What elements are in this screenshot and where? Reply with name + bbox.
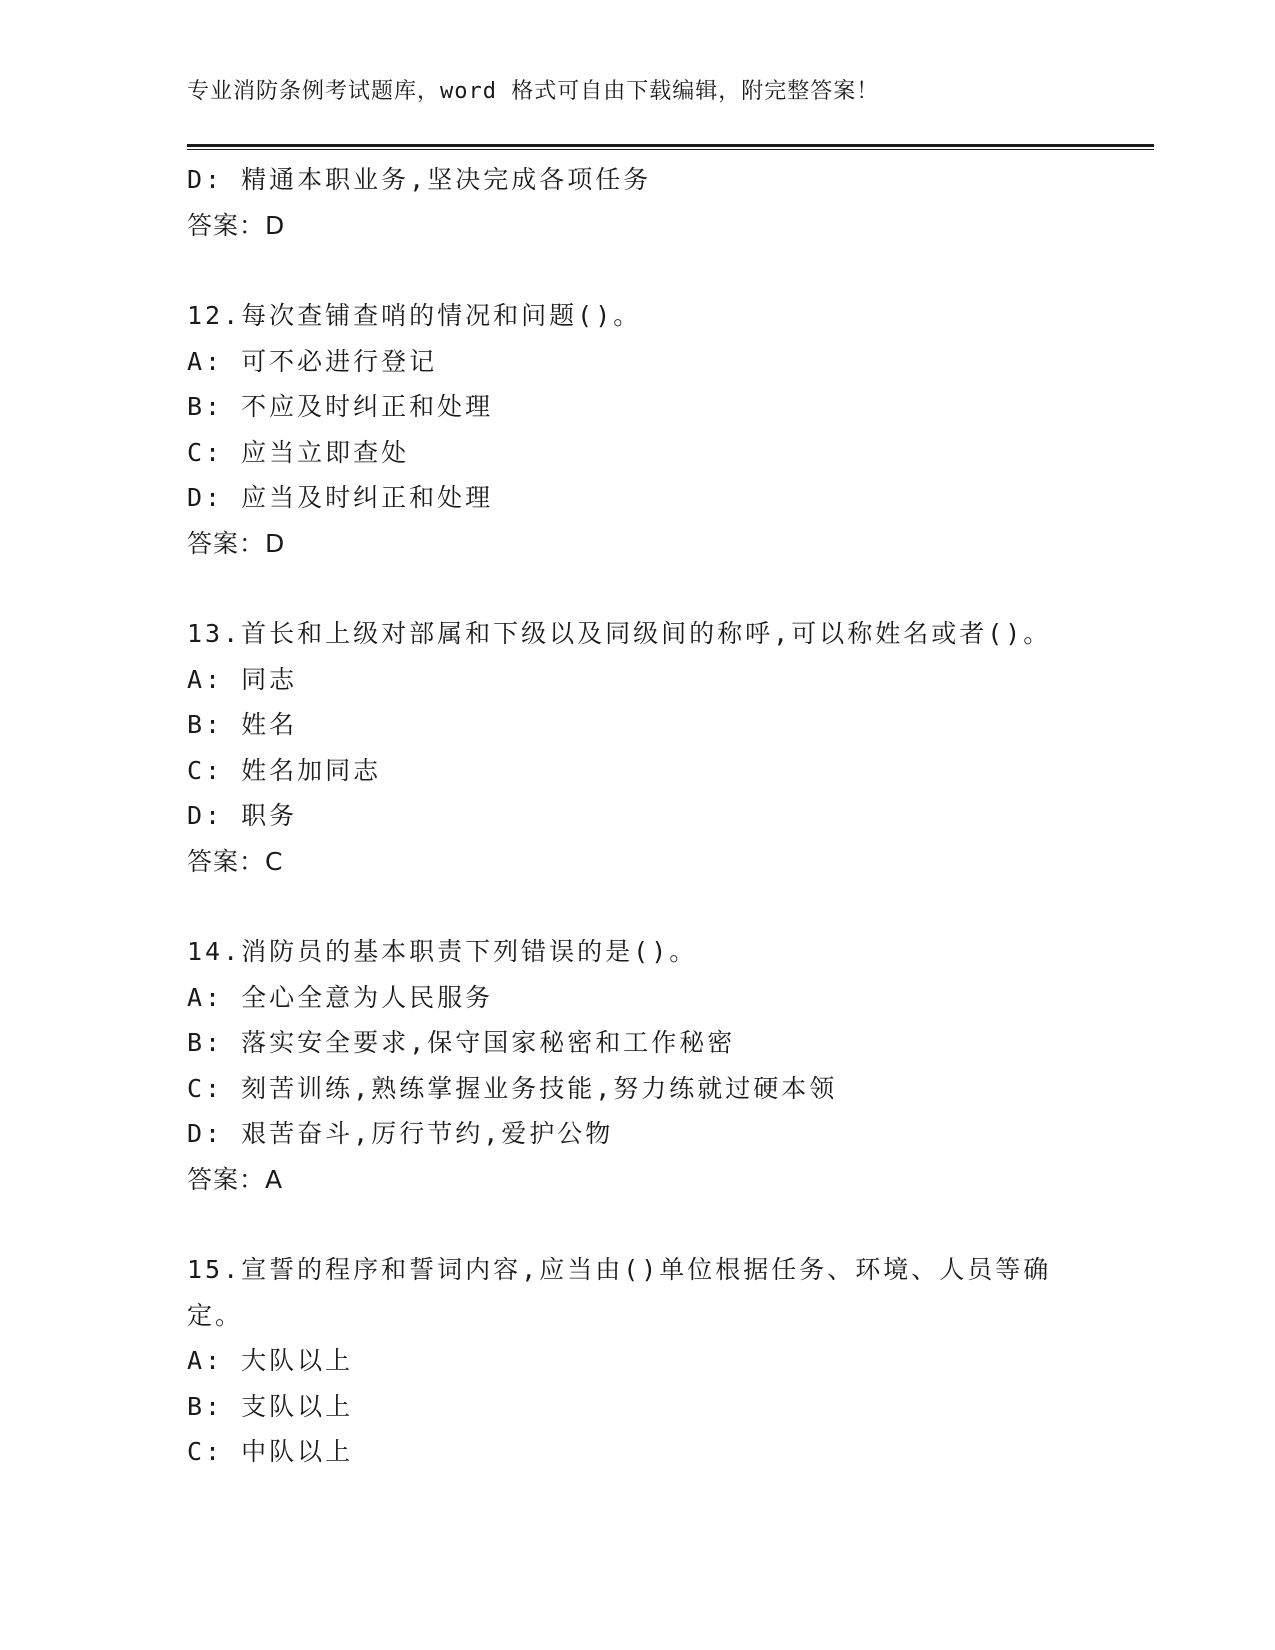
option-a: A: 同志: [187, 664, 298, 694]
option-c: C: 应当立即查处: [187, 437, 410, 467]
option-c: C: 中队以上: [187, 1437, 354, 1466]
option-a: A: 大队以上: [187, 1346, 354, 1375]
header-rule-thin: [187, 149, 1154, 150]
question-13: [187, 611, 1087, 884]
question-14: [187, 929, 1087, 1202]
option-d: D: 艰苦奋斗,厉行节约,爱护公物: [187, 1119, 614, 1148]
option-d: D: 职务: [187, 801, 298, 830]
spacer: [187, 248, 1087, 293]
answer: 答案：A: [187, 1164, 284, 1194]
spacer: [187, 566, 1087, 611]
option-c: C: 刻苦训练,熟练掌握业务技能,努力练就过硬本领: [187, 1073, 838, 1103]
option-b: B: 姓名: [187, 710, 298, 739]
option-a: A: 可不必进行登记: [187, 346, 438, 376]
question-text: 14.消防员的基本职责下列错误的是()。: [187, 937, 698, 966]
question-15: [187, 1247, 1087, 1475]
answer: 答案：C: [187, 846, 284, 876]
spacer: [187, 1202, 1087, 1247]
answer: 答案：D: [187, 528, 286, 558]
question-12: [187, 293, 1087, 566]
option-b: B: 支队以上: [187, 1391, 354, 1421]
question-text: 13.首长和上级对部属和下级以及同级间的称呼,可以称姓名或者()。: [187, 619, 1052, 648]
option-d: D: 应当及时纠正和处理: [187, 483, 494, 512]
question-text: 15.宣誓的程序和誓词内容,应当由()单位根据任务、环境、人员等确定。: [187, 1255, 1052, 1330]
answer: 答案：D: [187, 210, 286, 240]
question-text: 12.每次查铺查哨的情况和问题()。: [187, 301, 642, 330]
spacer: [187, 884, 1087, 929]
option-b: B: 不应及时纠正和处理: [187, 392, 494, 421]
header-rule-thick: [187, 144, 1154, 147]
question-11-tail: [187, 157, 1087, 248]
option-a: A: 全心全意为人民服务: [187, 982, 494, 1012]
option-c: C: 姓名加同志: [187, 755, 382, 785]
page-header: 专业消防条例考试题库，word 格式可自由下载编辑，附完整答案！: [187, 79, 880, 104]
question-list: [187, 157, 1087, 1475]
option-b: B: 落实安全要求,保守国家秘密和工作秘密: [187, 1028, 736, 1057]
option-d: D: 精通本职业务,坚决完成各项任务: [187, 165, 652, 194]
